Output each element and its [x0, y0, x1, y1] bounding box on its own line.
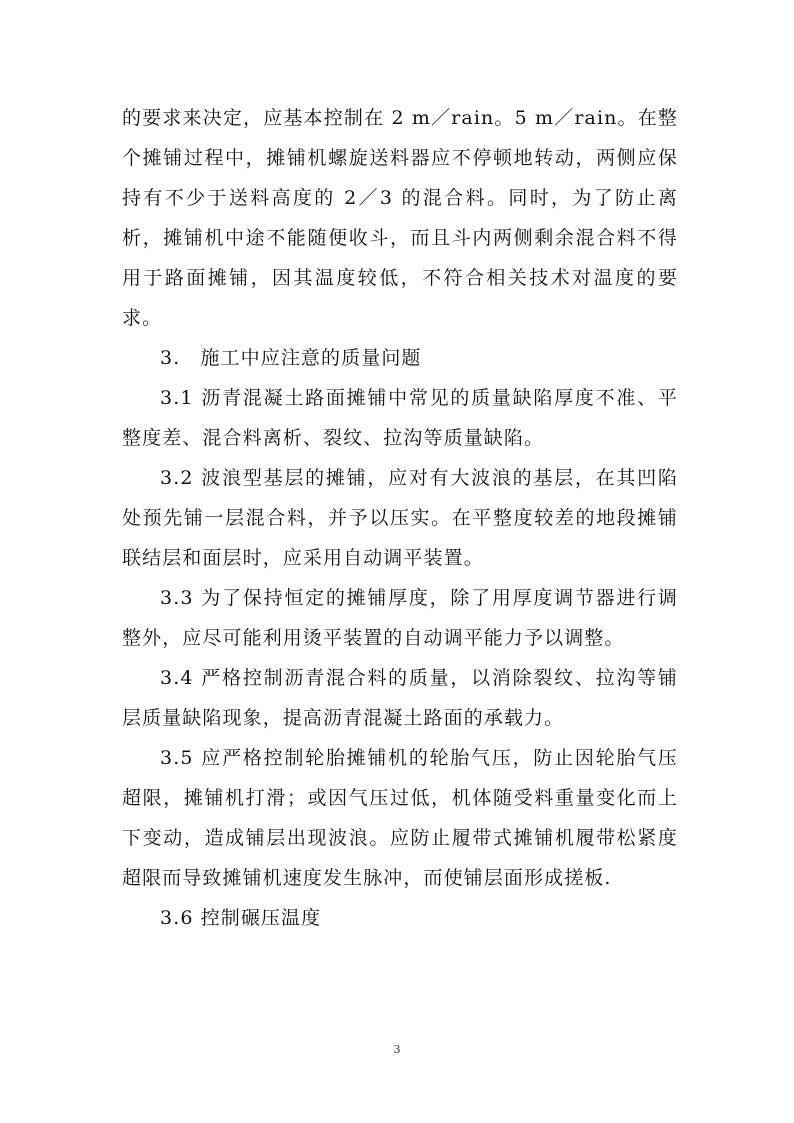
document-body [122, 98, 678, 938]
paragraph-3-2: 3.2 波浪型基层的摊铺，应对有大波浪的基层，在其凹陷处预先铺一层混合料，并予以压实。在平整度较差的地段摊铺联结层和面层时，应采用自动调平装置。 [122, 467, 678, 569]
paragraph-3-3: 3.3 为了保持恒定的摊铺厚度，除了用厚度调节器进行调整外，应尽可能利用烫平装置的自动调平能力予以调整。 [122, 587, 678, 649]
page-number: 3 [393, 1043, 401, 1056]
paragraph-3-1: 3.1 沥青混凝土路面摊铺中常见的质量缺陷厚度不准、平整度差、混合料离析、裂纹、拉沟等质量缺陷。 [122, 387, 678, 449]
paragraph-continuation: 的要求来决定，应基本控制在 2 m／rain。5 m／rain。在整个摊铺过程中，摊铺机螺旋送料器应不停顿地转动，两侧应保持有不少于送料高度的 2／3 的混合料。同时，为了防止离析，摊铺机中途不能随便收斗，而且斗内两侧剩余混合料不得用于路面摊铺，因其温度较低，不符合相关技术对温度的要求。 [122, 107, 678, 329]
paragraph-3-4: 3.4 严格控制沥青混合料的质量，以消除裂纹、拉沟等铺层质量缺陷现象，提高沥青混凝土路面的承载力。 [122, 667, 678, 729]
section-heading-3: 3. 施工中应注意的质量问题 [160, 347, 422, 369]
paragraph-3-5: 3.5 应严格控制轮胎摊铺机的轮胎气压，防止因轮胎气压超限，摊铺机打滑；或因气压过低，机体随受料重量变化而上下变动，造成铺层出现波浪。应防止履带式摊铺机履带松紧度超限而导致摊铺机速度发生脉冲，而使铺层面形成搓板. [122, 747, 678, 889]
paragraph-3-6: 3.6 控制碾压温度 [160, 907, 322, 929]
